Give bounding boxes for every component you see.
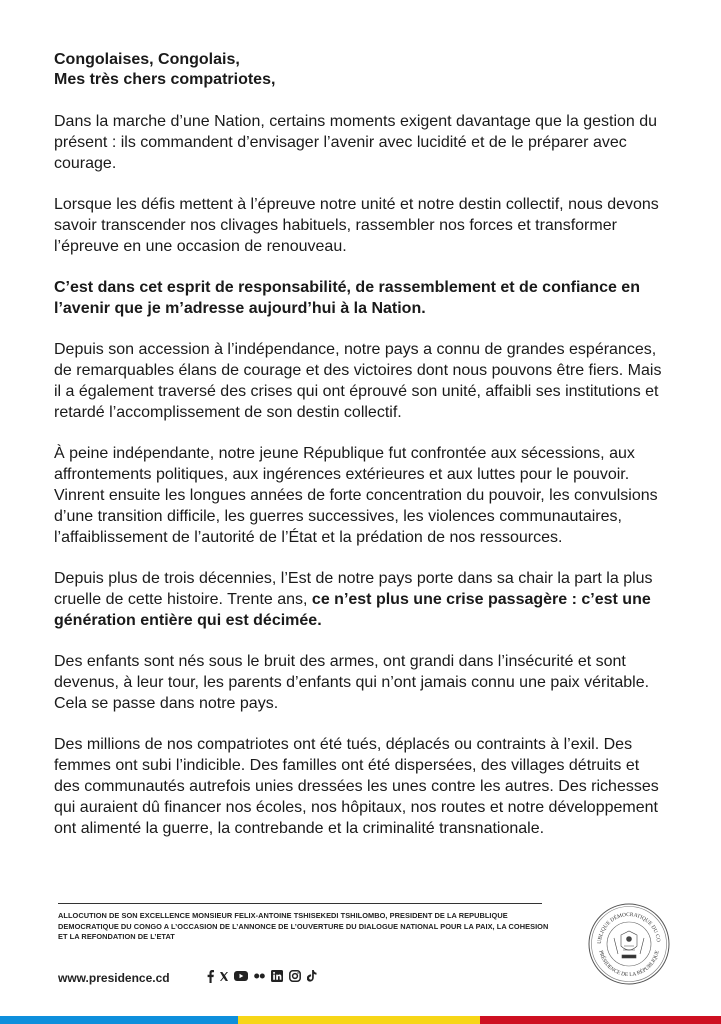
tiktok-icon[interactable] [307,969,317,983]
paragraph-7: Des enfants sont nés sous le bruit des armes, ont grandi dans l’insécurité et sont devenus, à leur tour, les parents d’enfants qui n’ont jamais connu une paix véritable. Cela se passe dans notre pays. [54,653,650,712]
instagram-icon[interactable] [289,969,301,983]
footer-caption: ALLOCUTION DE SON EXCELLENCE MONSIEUR FELIX-ANTOINE TSHISEKEDI TSHILOMBO, PRESIDENT DE LA REPUBLIQUE DEMOCRATIQUE DU CONGO A L’OCCASION DE L’ANNONCE DE L’OUVERTURE DU DIALOGUE NATIONAL POUR LA PAIX, LA COHESION ET LA REFONDATION DE L’ETAT [58,911,549,941]
salutation-line-1: Congolaises, Congolais, [54,51,240,68]
linkedin-icon[interactable] [271,969,283,983]
seal-text-bottom: PRÉSIDENCE DE LA RÉPUBLIQUE [597,949,661,979]
flag-segment-yellow [238,1016,480,1024]
seal-text-top: UBLIQUE DÉMOCRATIQUE DU CO [596,911,661,945]
footer-divider [58,903,542,904]
paragraph-5: À peine indépendante, notre jeune République fut confrontée aux sécessions, aux affrontements politiques, aux ingérences extérieures et aux luttes pour le pouvoir. Vinrent ensuite les longues années de forte concentration du pouvoir, les convulsions d’une transition difficile, les guerres successives, les violences communautaires, l’affaiblissement de l’autorité de l’État et la prédation de nos ressources. [54,445,658,546]
presidency-seal-icon [587,902,671,986]
facebook-icon[interactable] [207,969,214,983]
social-icons [207,969,317,983]
paragraph-2: Lorsque les défis mettent à l’épreuve notre unité et notre destin collectif, nous devons savoir transcender nos clivages habituels, rassembler nos forces et transformer l’épreuve en une occasion de renouveau. [54,196,659,255]
youtube-icon[interactable] [234,969,248,983]
salutation-line-2: Mes très chers compatriotes, [54,71,276,88]
flag-color-bar [0,1016,721,1024]
presidency-seal [587,902,671,986]
flag-segment-red [480,1016,721,1024]
paragraph-3: C’est dans cet esprit de responsabilité, de rassemblement et de confiance en l’avenir que je m’adresse aujourd’hui à la Nation. [54,279,640,317]
paragraph-4: Depuis son accession à l’indépendance, notre pays a connu de grandes espérances, de remarquables élans de courage et des victoires dont nous pouvons être fiers. Mais il a également traversé des crises qui ont éprouvé son unité, affaibli ses institutions et retardé l’accomplissement de son destin collectif. [54,341,662,421]
flag-segment-blue [0,1016,238,1024]
paragraph-6 [54,568,666,631]
paragraph-8: Des millions de nos compatriotes ont été tués, déplacés ou contraints à l’exil. Des femmes ont subi l’indicible. Des familles ont été dispersées, des villages détruits et des communautés autrefois unies dressées les unes contre les autres. Des richesses qui auraient dû financer nos écoles, nos hôpitaux, nos routes et notre développement ont alimenté la guerre, la contrebande et la criminalité transnationale. [54,736,659,837]
flickr-icon[interactable] [254,969,265,983]
speech-body [54,50,666,859]
paragraph-6-text: Depuis plus de trois décennies, l’Est de notre pays porte dans sa chair la part la plus cruelle de cette histoire. Trente ans, [54,570,653,608]
paragraph-6-emphasis: ce n’est plus une crise passagère : c’est une génération entière qui est décimée. [54,591,651,629]
paragraph-1: Dans la marche d’une Nation, certains moments exigent davantage que la gestion du présent : ils commandent d’envisager l’avenir avec lucidité et de le préparer avec courage. [54,113,658,172]
salutation [54,50,666,90]
x-icon[interactable] [220,969,228,983]
website-link[interactable]: www.presidence.cd [58,971,170,985]
